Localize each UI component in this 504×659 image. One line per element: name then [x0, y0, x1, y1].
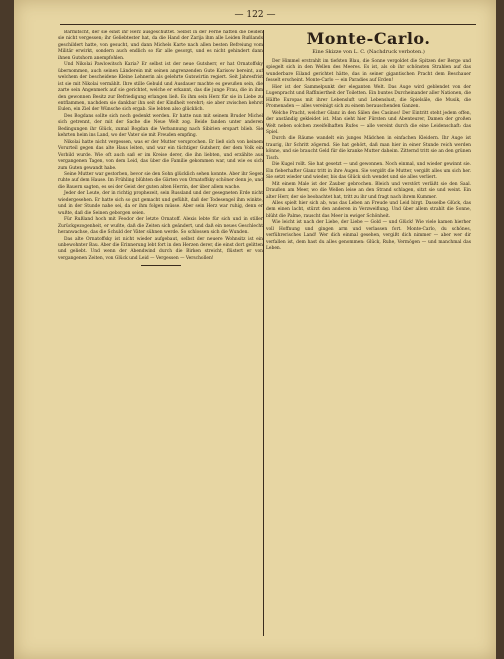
right-paragraph: Die Kugel rollt. Sie hat gesetzt — und gewonnen. Noch einmal, und wieder gewinnt sie. Ein fieberhafter Glanz tritt in ihre Augen. Sie vergißt die Mutter, vergißt alles um sich her. Sie setzt wieder und wieder, bis das Glück sich wendet und sie alles verliert. — [266, 162, 471, 181]
right-paragraph: Alles spielt hier sich ab, was das Leben an Freude und Leid birgt. Dasselbe Glück, das dem einen lacht, stürzt den anderen in Verzweiflung. Und über allem strahlt die Sonne, blüht die Palme, rauscht das Meer in ewiger Schönheit. — [266, 200, 471, 219]
article-title: Monte-Carlo. — [306, 30, 431, 48]
left-column — [58, 30, 263, 636]
left-paragraph: Und Nikolai Pawlowitsch Karia? Er selbst ist der neue Gutsherr, er hat Ornatoffsky übernommen, auch seinen Länderein mit seinen angrenzenden Gute Karisow bereint, auf welchem der bescheidene Kleine Lehnerin als gelehrte Gutswirtin regiert. Seit Jahresfrist ist sie mit Nikolai vermählt. Ihre stille Gebuld und Ausdauer machte es gewußen sein, die zarte sein Angenmerk auf sie gerichtet, welche er erkannt, das die junge Frau, die in ihm den gewonnen Besitz zur Befriedigung erlangen ließ. Es ihm sein Herz für sie in Liebe zu entflammen, nachdem sie dankbar ihn seit der Kindheit verehrt; sie aber zwischen kehrst Eulen, ein Ziel der Wünsche sich ergab. Sie lebten also glücklich. — [58, 62, 263, 113]
header-rule — [60, 24, 476, 25]
left-paragraph: Barmitscht, der sie einst ihr Herz ausgeschüttet. Selbst in der Ferne hatten die beiden sie nicht vergessen; ihr Geliebtester hat, da die Hand der Zarija ihm alle Leiden Rußlands geschildert hatte, von gesucht, und dann Michels Karte nach allen besten Befreiung vom Militär erwirkt, sondern auch endlich so für alle gesorgt, und es nicht gehindert dann ihnen Gutshorn anempfohlen. — [58, 30, 263, 61]
left-paragraph: Jeder der Leute, der in richtig prophezeit, sein Russland und der gesegneten Erde nicht wiedergesehen. Er hatte sich so gut gemacht und gefühlt, daß der Todesengel ihm winkte, und in der Stunde nahe sei, da er ihm folgen müsse. Aber sein Herz war ruhig, denn er wußte, daß die Seinen geborgen seien. — [58, 191, 263, 216]
page-number: — 122 — — [234, 10, 276, 20]
left-paragraph: Seine Mutter war gestorben, bevor sie den Sohn glücklich sehen konnte. Aber ihr Segen ruhte auf dem Hause. Im Frühling blühten die Gärten von Ornatoffsky schöner denn je, und die Bauern sagten, es sei der Geist der guten alten Herrin, der über allem wache. — [58, 171, 263, 190]
column-divider — [263, 30, 264, 636]
right-paragraph: Wie leicht ist nach der Liebe, der Liebe — Gold — und Glück! Wie viele kamen hierher voll Hoffnung und gingen arm und verlassen fort. Monte-Carlo, du schönes, verführerisches Land! Wer dich einmal gesehen, vergißt dich nimmer — aber wer dir verfallen ist, dem hast du alles genommen: Glück, Ruhe, Vermögen — und manchmal das Leben. — [266, 220, 471, 252]
right-paragraph: Mit einem Male ist der Zauber gebrochen. Bleich und verstört verläßt sie den Saal. Draußen am Meer, wo die Wellen leise an den Strand schlagen, sitzt sie und weint. Ein alter Herr, der sie beobachtet hat, tritt zu ihr und fragt nach ihrem Kummer. — [266, 181, 471, 200]
byline: Eine Skizze von L. C. — [312, 49, 366, 55]
newspaper-page — [14, 0, 496, 659]
left-paragraph: Für Rußland hoch mit Feodor der letzte Ornatoff. Alexis lebte für sich und in stiller Zurückgezogenheit, er wußte, daß die Zeiten sich geändert, und daß ein neues Geschlecht heranwachse, das die Schuld der Väter sühnen werde. So schlossen sich die Wunden. — [58, 217, 263, 236]
right-paragraph: Der Himmel erstrahlt im tiefsten Blau, die Sonne vergoldet die Spitzen der Berge und spiegelt sich in den Wellen des Meeres. Es ist, als ob ihr schönsten Strahlen auf das wunderbare Eiland gerichtet hätte, das in seiner gigantischen Pracht dem Beschauer fesselt erscheint. Monte-Carlo — ein Paradies auf Erden! — [266, 59, 471, 84]
right-column — [266, 30, 471, 636]
right-paragraph: Durch die Räume wandelt ein junges Mädchen in einfachen Kleidern. Ihr Auge ist traurig, ihr Schritt zögernd. Sie hat gehört, daß man hier in einer Stunde reich werden könne, und sie braucht Geld für die kranke Mutter daheim. Zitternd tritt sie an den grünen Tisch. — [266, 136, 471, 161]
left-paragraph: Des Bogdans sollte sich noch gedenkt werden. Er hatte nun mit seinem Bruder Michel sich getrennt, der mit der Sache die Neue Welt zog. Beide fanden unter anderen Bedingungen ihr Glück, zumal Bogdan die Verbannung nach Sibirien erspart blieb. Sie kehrten heim ins Land, wo der Vater sie mit Freuden empfing. — [58, 113, 263, 139]
end-rule — [141, 265, 181, 266]
reprint-notice: (Nachdruck verboten.) — [367, 49, 425, 55]
article-subtitle — [266, 49, 471, 56]
left-paragraph: Nikolai hatte nicht vergessen, was er der Mutter versprochen. Er ließ sich von keinem Vorurteil gegen das alte Haus leiten, und war ein tüchtiger Gutsherr, der dem Volk ein Vorbild wurde. Wie oft auch saß er im Kreise derer, die ihn liebten, und erzählte aus vergangenen Tagen, von dem Leid, das über die Familie gekommen war, und wie es sich zum Guten gewandt habe. — [58, 139, 263, 171]
right-paragraph: Welche Pracht, welcher Glanz in den Sälen des Casinos! Der Eintritt steht jedem offen, der anständig gekleidet ist. Man sieht hier Fürsten und Abenteurer, Damen der großen Welt neben solchen zweifelhaften Rufes — alle vereint durch die eine Leidenschaft: das Spiel. — [266, 110, 471, 135]
right-paragraph: Hier ist der Sammelpunkt der eleganten Welt. Das Auge wird geblendet von der Lugenpracht und Raffiniertheit der Toiletten. Ein buntes Durcheinander aller Nationen, die Hälfte Europas mit ihrer Lebensluft und Lebenslust, die Spielsäle, die Musik, die Promenaden — alles vereinigt sich zu einem berauschenden Ganzen. — [266, 84, 471, 110]
left-paragraph: Das alte Ornatoffsky ist nicht wieder aufgebaut, selbst der neuere Wohnsitz ist ein unbewohnter Bau. Aber die Erinnerung lebt fort in den Herzen derer, die einst dort gelitten und geliebt. Und wenn der Abendwind durch die Birken streicht, flüstert er von vergangenen Zeiten, von Glück und Leid — Vergessen — Verschollen! — [58, 236, 263, 261]
